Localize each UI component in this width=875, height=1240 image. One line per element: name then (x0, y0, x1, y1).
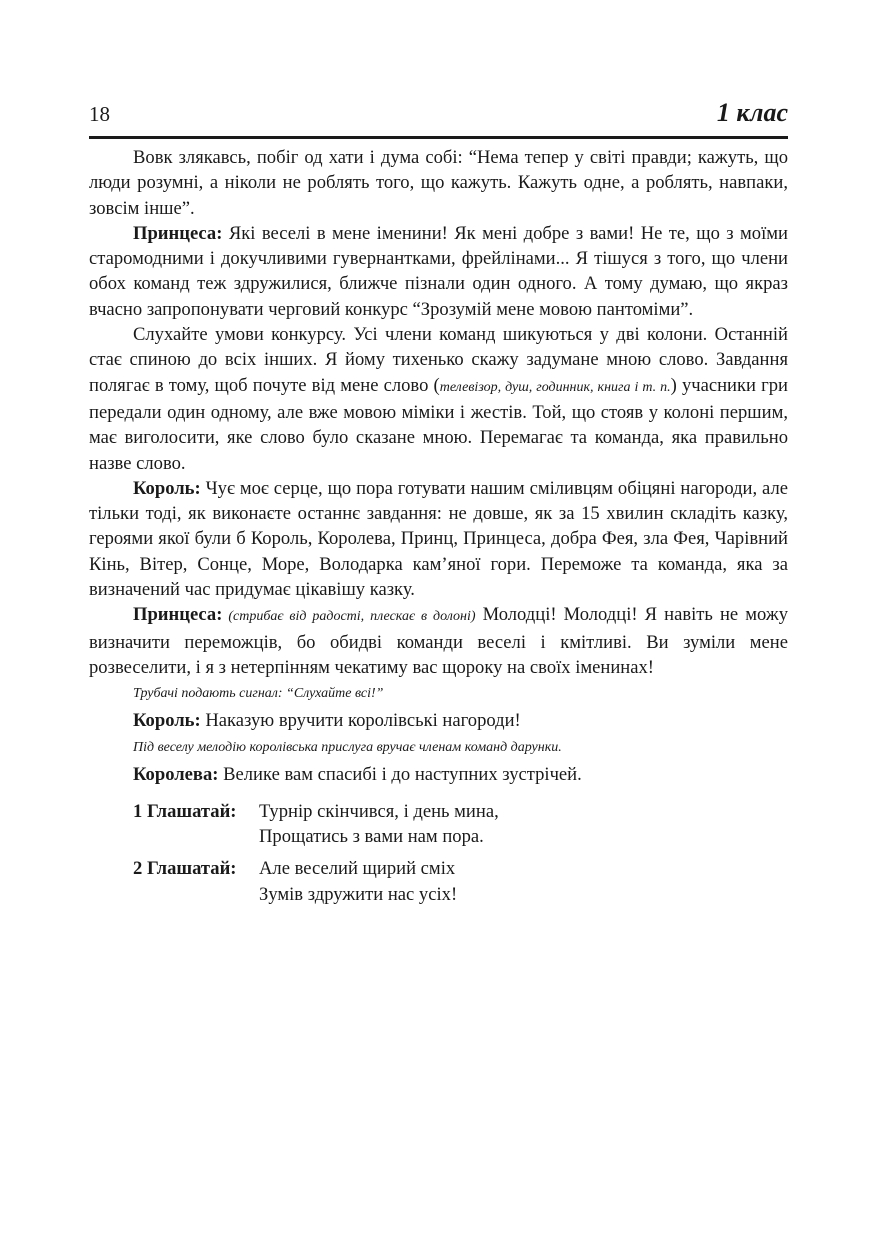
page-header (89, 98, 788, 139)
paragraph-text: Вовк злякавсь, побіг од хати і дума собі: “Нема тепер у світі правди; кажуть, що люди розумні, а ніколи не роблять того, що кажуть. Кажуть одне, а роблять, навпаки, зовсім інше”. (89, 147, 788, 219)
paragraph-princess-final (89, 602, 788, 680)
verse-lines (259, 799, 499, 850)
verse-line: Але веселий щирий сміх (259, 858, 456, 880)
speaker-label: Принцеса: (133, 604, 223, 626)
paragraph-text: Які веселі в мене іменини! Як мені добре з вами! Не те, що з моїми старомодними і докучливими гувернантками, фрейлінами... Я тішуся з того, що члени обох команд теж здружилися, ближче пізнали один одного. А тому думаю, що якраз вчасно запропонувати черговий конкурс “Зрозумій мене мовою пантоміми”. (89, 222, 788, 320)
paragraph-king-speech (89, 476, 788, 602)
verse-line: Зумів здружити нас усіх! (259, 883, 458, 905)
line-text: Наказую вручити королівські нагороди! (200, 710, 521, 732)
examples-text: телевізор, душ, годинник, книга і т. п. (439, 379, 671, 395)
line-king (133, 708, 788, 733)
verse-herald-2 (133, 856, 788, 907)
stage-remark-trumpeters: Трубачі подають сигнал: “Слухайте всі!” (133, 686, 384, 702)
verse-lines (259, 856, 457, 907)
paragraph-text: Молодці! Молодці! Я навіть не можу визначити переможців, бо обидві команди веселі і кмітливі. Ви зуміли мене розвеселити, і я з нетерпінням чекатиму вас щороку на своїх іменинах! (89, 604, 789, 678)
paragraph-princess-speech (89, 221, 788, 322)
stage-direction: (стрибає від радості, плескає в долоні) (222, 609, 476, 625)
paragraph-text: Слухайте умови конкурсу. Усі члени команд шикуються у дві колони. Останній стає спиною до всіх інших. Я йому тихенько скажу задумане мною слово. Завдання полягає в тому, щоб почуте від мене слово ( (89, 324, 788, 396)
page-body (89, 145, 788, 907)
speaker-label: Король: (133, 477, 201, 499)
verse-line: Турнір скінчився, і день мина, (259, 800, 499, 822)
paragraph-wolf (89, 145, 788, 221)
speaker-label: Король: (133, 710, 201, 732)
line-text: Велике вам спасибі і до наступних зустрічей. (218, 763, 582, 785)
page-number: 18 (89, 102, 110, 126)
speaker-label: 2 Глашатай: (133, 858, 237, 880)
paragraph-text: ) учасники гри передали один одному, але вже мовою міміки і жестів. Той, що стояв у колоні першим, має виголосити, яке слово було сказане мною. Перемагає та команда, яка правильно назве слово. (89, 374, 788, 474)
speaker-label: Принцеса: (133, 222, 223, 244)
speaker-label: Королева: (133, 763, 219, 785)
paragraph-contest-rules (89, 322, 788, 476)
line-queen (133, 762, 788, 787)
paragraph-text: Чує моє серце, що пора готувати нашим сміливцям обіцяні нагороди, але тільки тоді, як виконаєте останнє завдання: не довше, як за 15 хвилин складіть казку, героями якої були б Король, Королева, Принц, Принцеса, добра Фея, зла Фея, Чарівний Кінь, Вітер, Сонце, Море, Володарка кам’яної гори. Переможе та команда, яка за визначений час придумає цікавішу казку. (89, 477, 788, 601)
verse-line: Прощатись з вами нам пора. (259, 826, 484, 848)
verse-herald-1 (133, 799, 788, 850)
section-title: 1 клас (716, 98, 788, 127)
speaker-label: 1 Глашатай: (133, 800, 237, 822)
stage-remark-gifts: Під веселу мелодію королівська прислуга вручає членам команд дарунки. (133, 739, 562, 755)
